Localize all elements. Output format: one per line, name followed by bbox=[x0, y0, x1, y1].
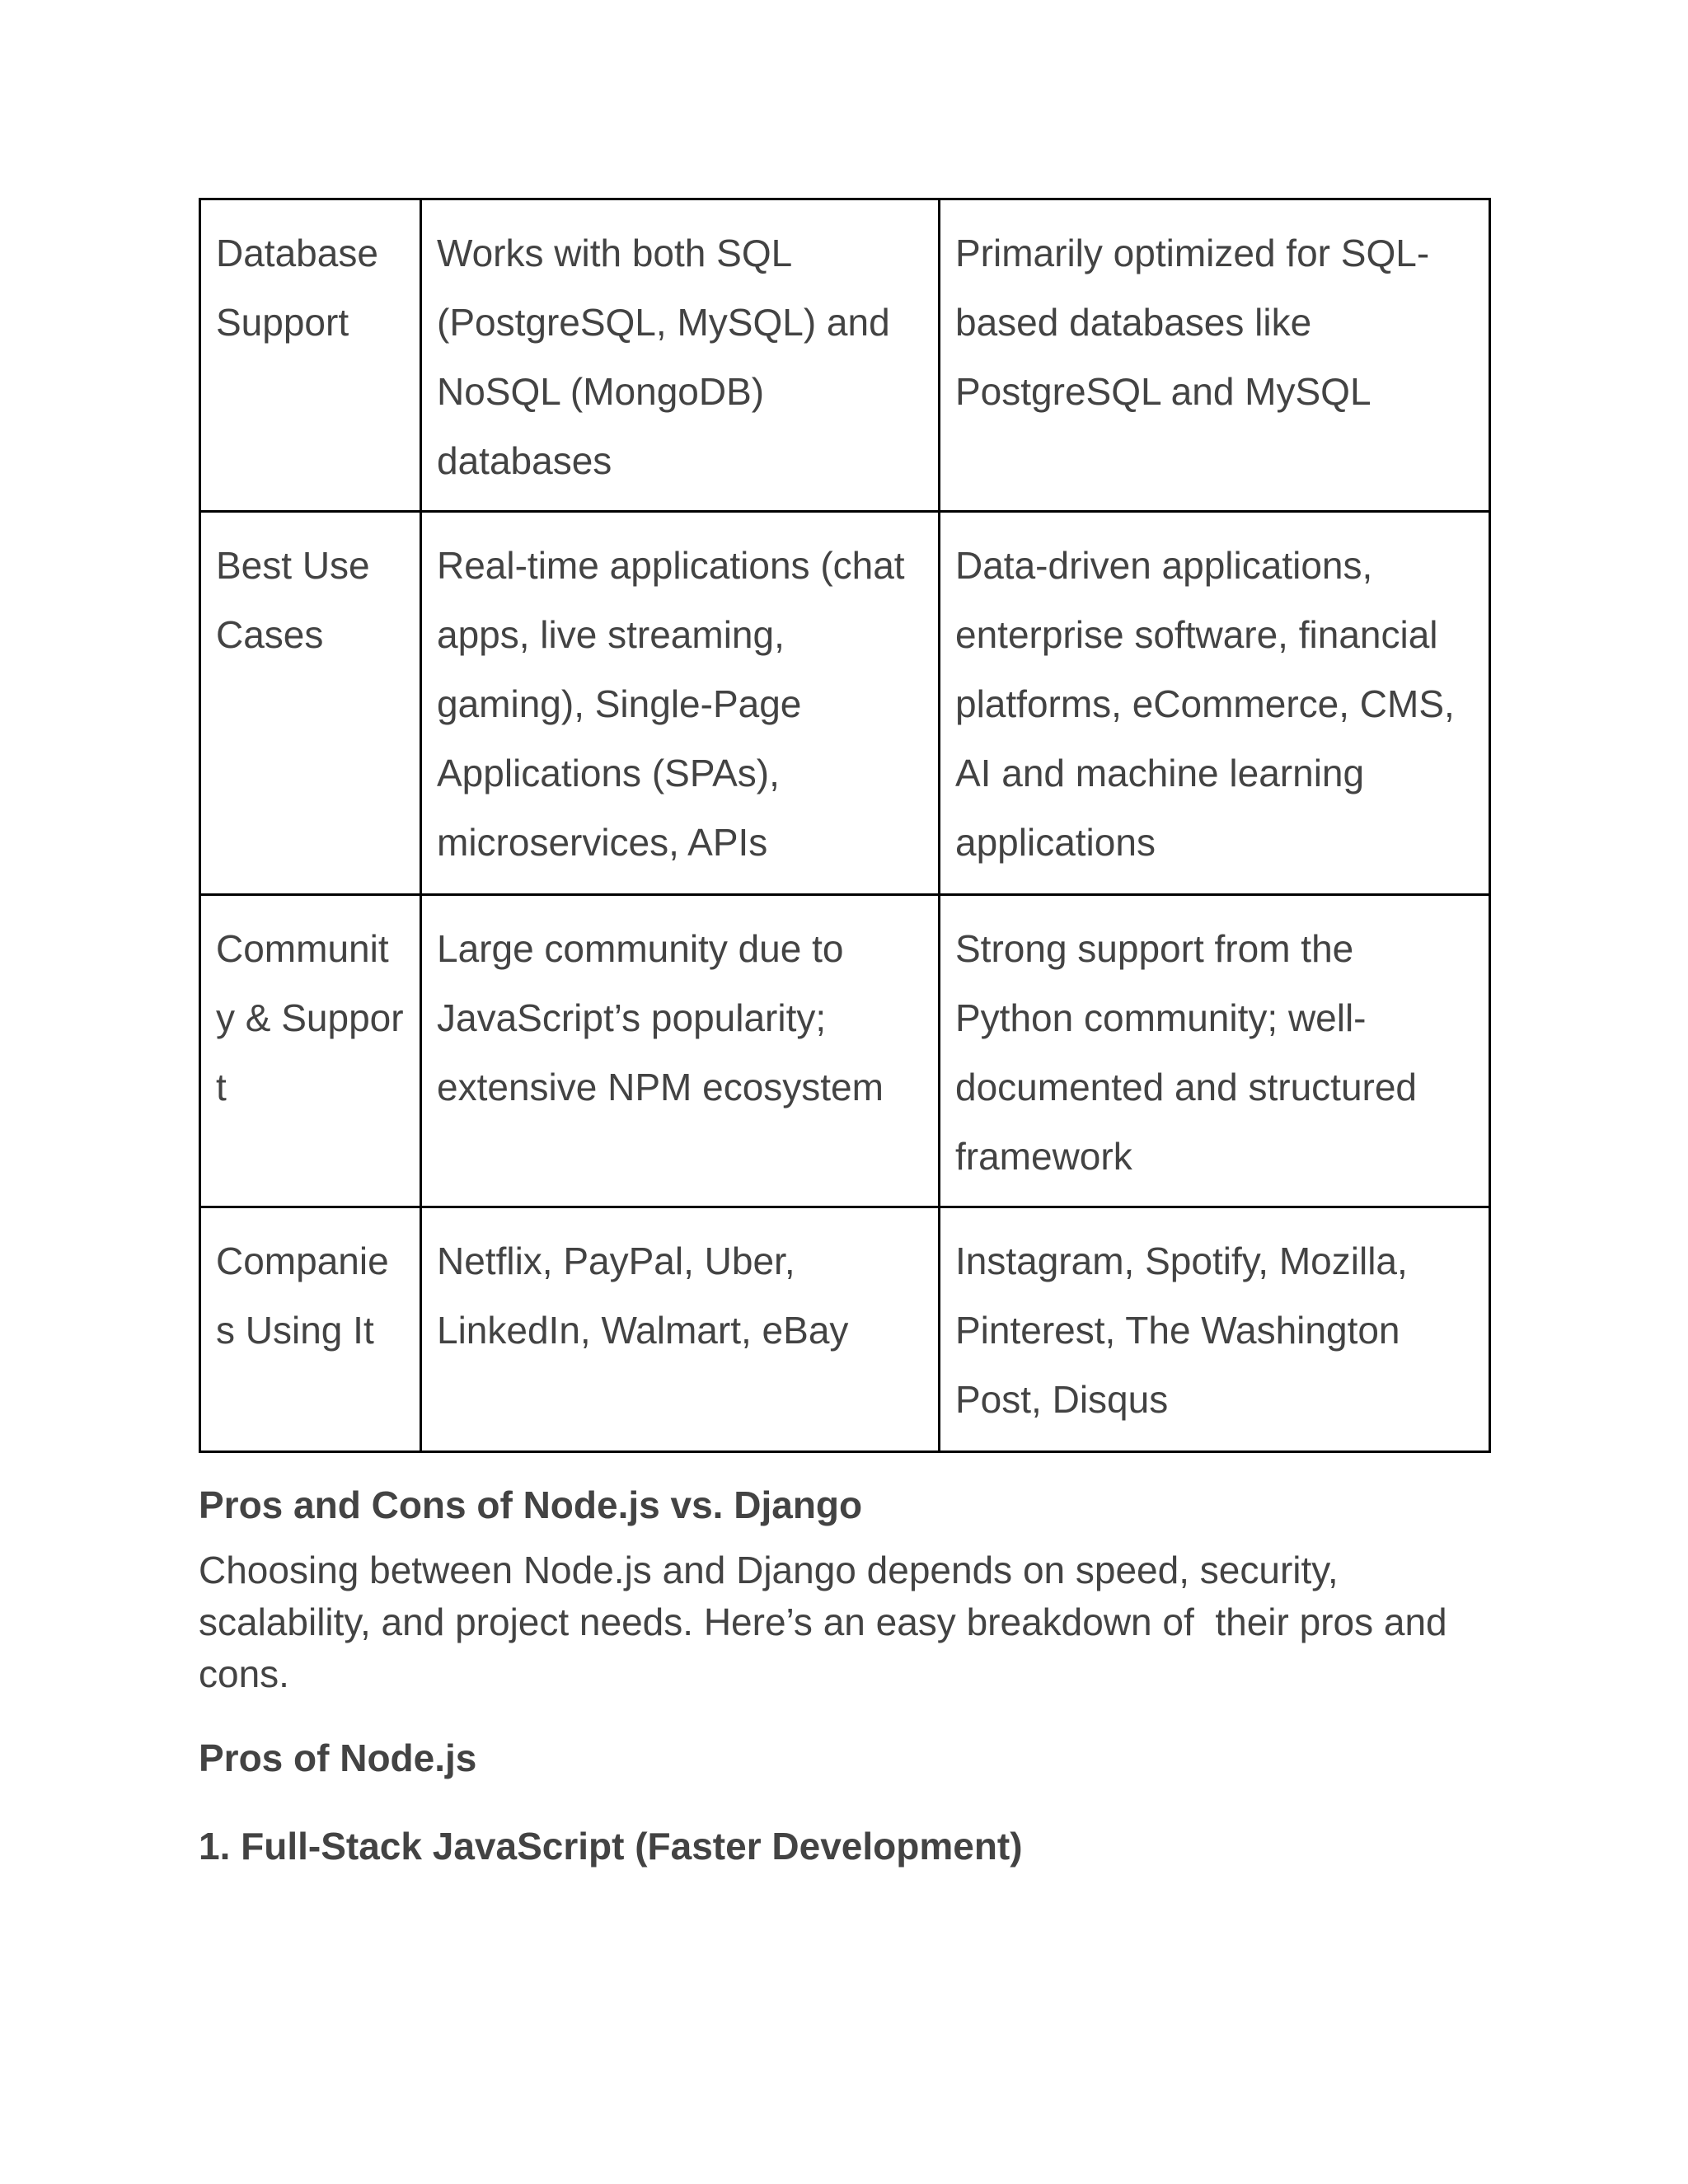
nodejs-cell: Works with both SQL (PostgreSQL, MySQL) and NoSQL (MongoDB) databases bbox=[421, 199, 940, 512]
section-intro-paragraph: Choosing between Node.js and Django depends on speed, security, scalability, and project needs. Here’s an easy breakdown of their pros and cons. bbox=[199, 1549, 1458, 1695]
nodejs-cell: Real-time applications (chat apps, live streaming, gaming), Single-Page Applications (SPAs), microservices, APIs bbox=[421, 512, 940, 895]
table-row-database-support bbox=[200, 199, 1490, 512]
comparison-table bbox=[199, 198, 1491, 1453]
row-label: Database Support bbox=[200, 199, 421, 512]
nodejs-cell: Netflix, PayPal, Uber, LinkedIn, Walmart, eBay bbox=[421, 1207, 940, 1452]
django-cell: Data-driven applications, enterprise software, financial platforms, eCommerce, CMS, AI and machine learning applications bbox=[940, 512, 1490, 895]
table-row-companies-using-it bbox=[200, 1207, 1490, 1452]
table-row-best-use-cases bbox=[200, 512, 1490, 895]
django-cell: Instagram, Spotify, Mozilla, Pinterest, The Washington Post, Disqus bbox=[940, 1207, 1490, 1452]
list-item-heading: 1. Full-Stack JavaScript (Faster Development) bbox=[199, 1825, 1023, 1868]
row-label: Companies Using It bbox=[200, 1207, 421, 1452]
django-cell: Strong support from the Python community; well-documented and structured framework bbox=[940, 895, 1490, 1207]
nodejs-cell: Large community due to JavaScript’s popularity; extensive NPM ecosystem bbox=[421, 895, 940, 1207]
row-label: Community & Support bbox=[200, 895, 421, 1207]
django-cell: Primarily optimized for SQL-based databases like PostgreSQL and MySQL bbox=[940, 199, 1490, 512]
subsection-heading: Pros of Node.js bbox=[199, 1736, 477, 1779]
row-label: Best Use Cases bbox=[200, 512, 421, 895]
section-heading: Pros and Cons of Node.js vs. Django bbox=[199, 1483, 863, 1526]
table-row-community-support bbox=[200, 895, 1490, 1207]
